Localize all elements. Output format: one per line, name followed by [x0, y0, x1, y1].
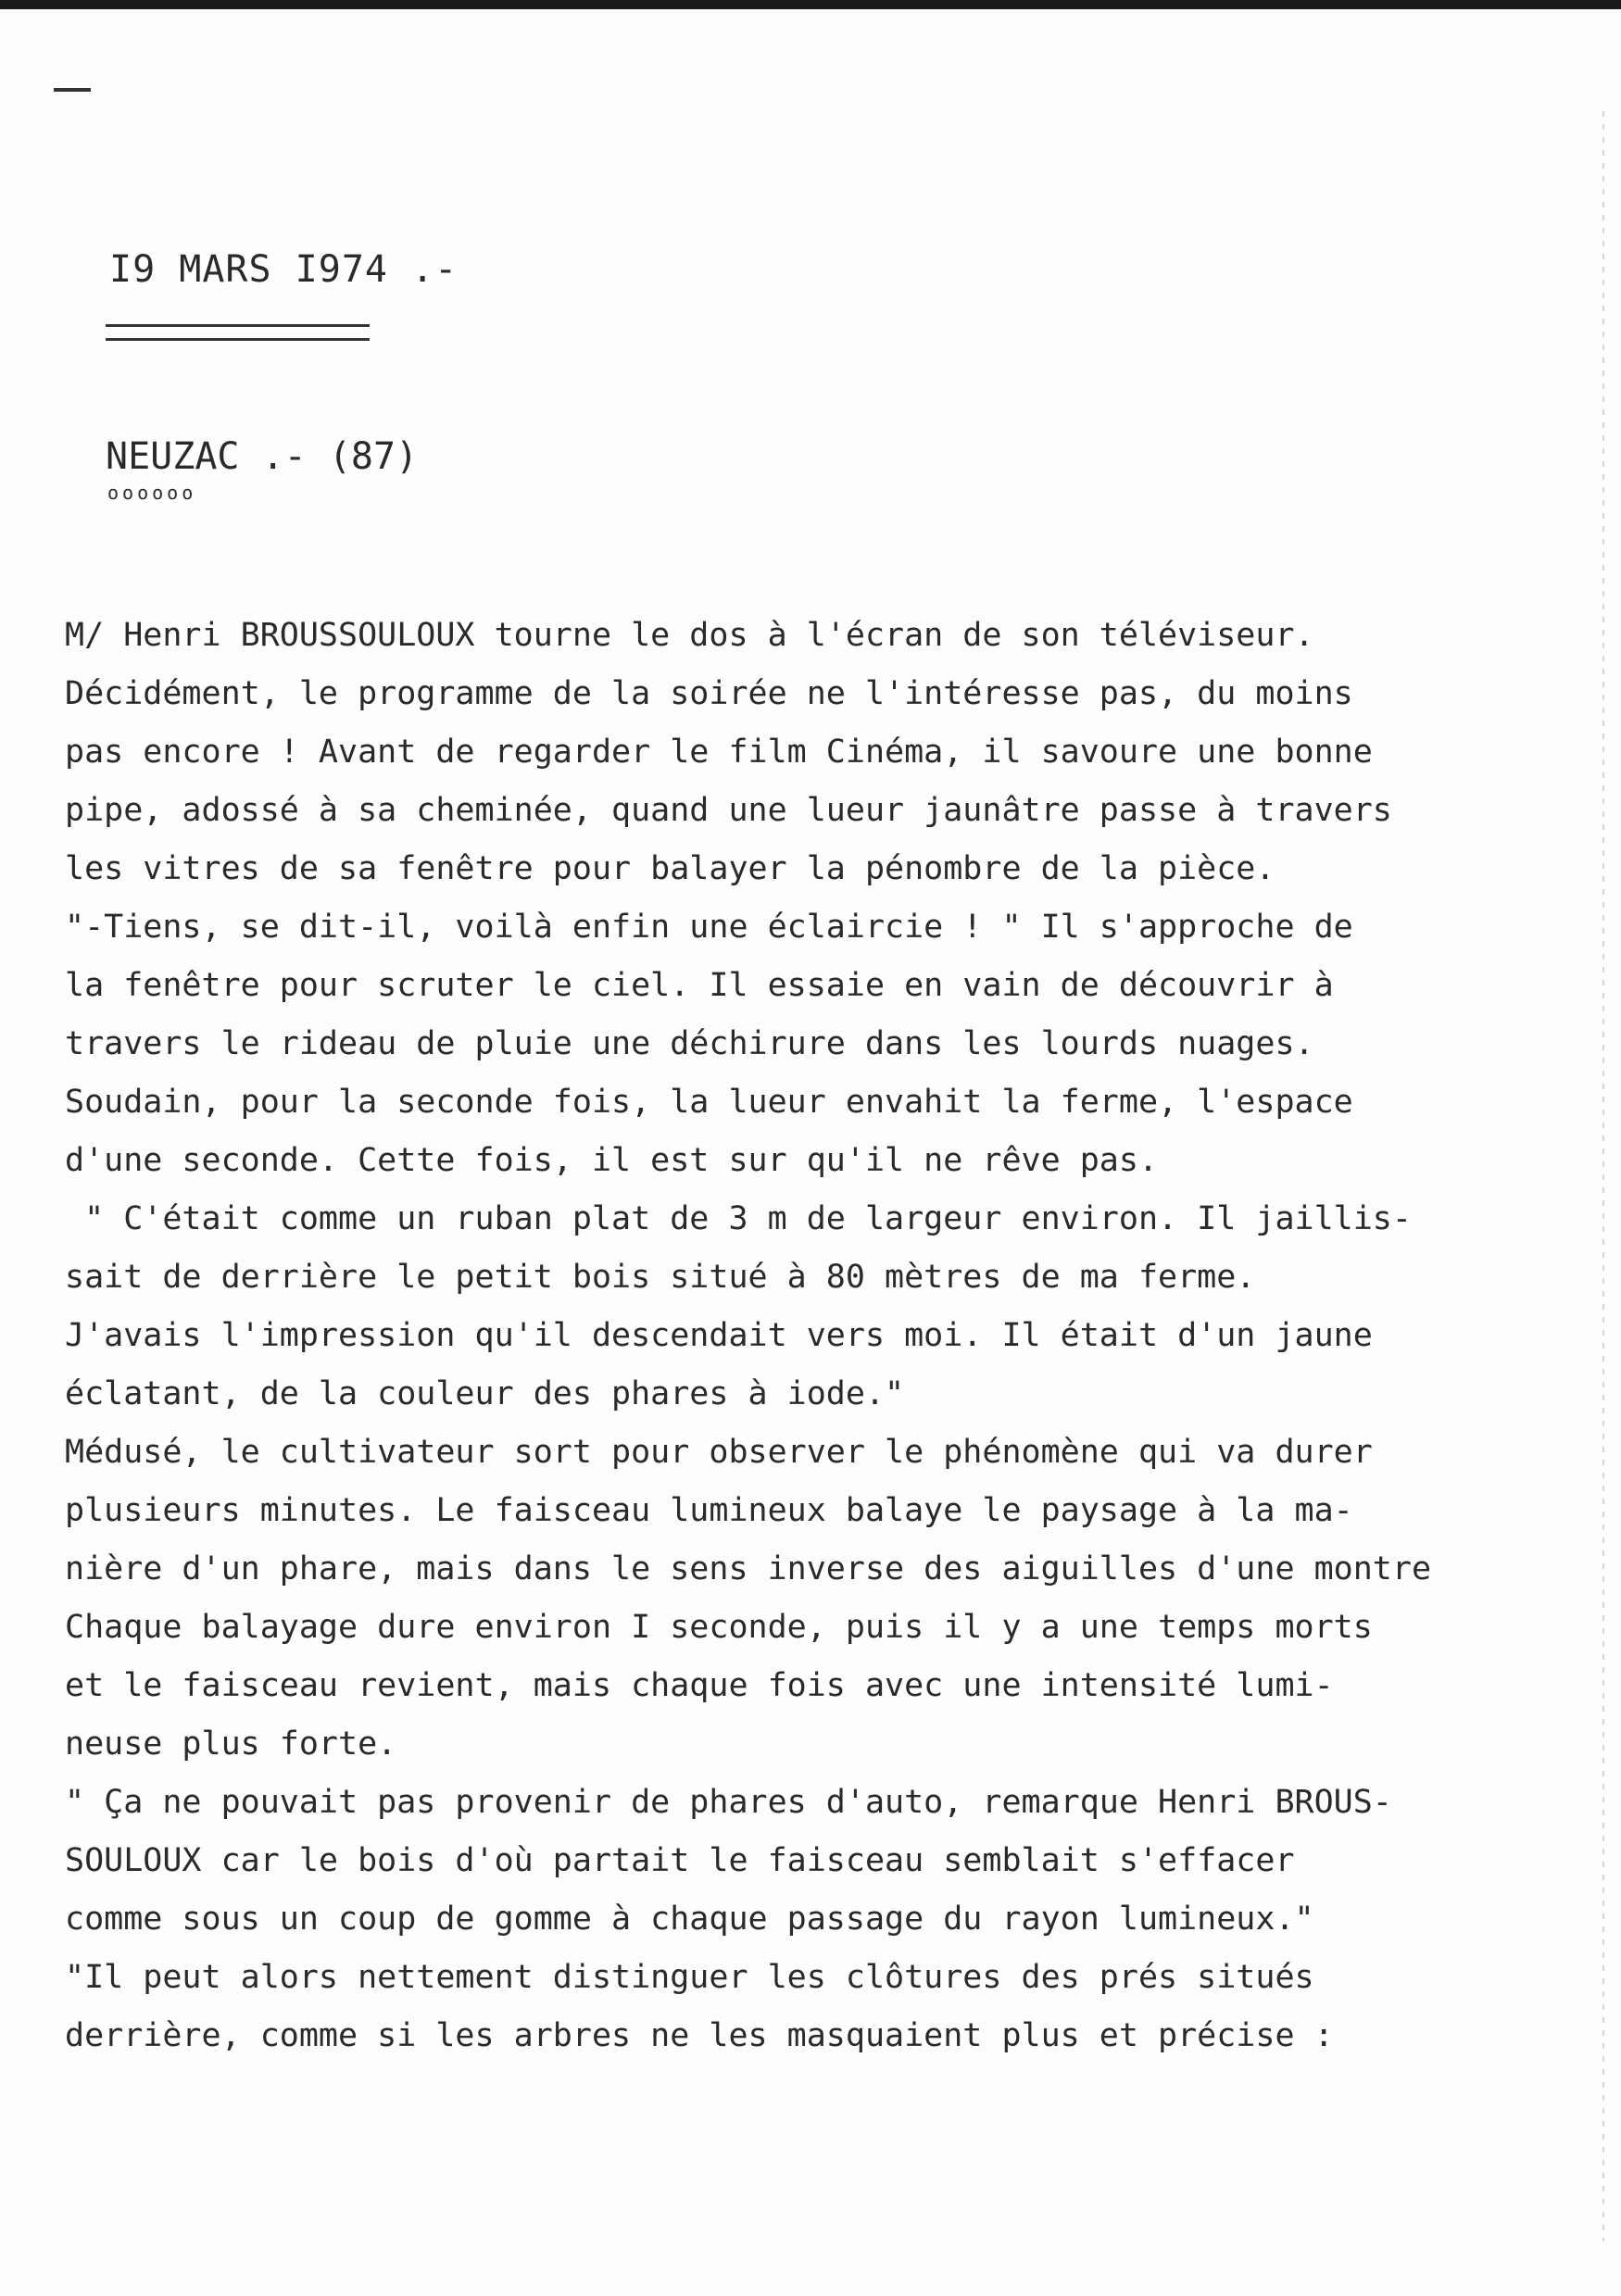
text-line: pas encore ! Avant de regarder le film Cinéma, il savoure une bonne	[65, 734, 1373, 771]
text-line: " C'était comme un ruban plat de 3 m de largeur environ. Il jaillis-	[65, 1200, 1412, 1237]
text-line: pipe, adossé à sa cheminée, quand une lueur jaunâtre passe à travers	[65, 792, 1392, 829]
text-line: "Il peut alors nettement distinguer les clôtures des prés situés	[65, 1959, 1314, 1996]
text-line: la fenêtre pour scruter le ciel. Il essaie en vain de découvrir à	[65, 967, 1334, 1004]
text-line: comme sous un coup de gomme à chaque passage du rayon lumineux."	[65, 1901, 1314, 1938]
text-line: SOULOUX car le bois d'où partait le faisceau semblait s'effacer	[65, 1842, 1295, 1879]
document-place: NEUZAC .- (87)	[106, 435, 419, 478]
text-line: derrière, comme si les arbres ne les masquaient plus et précise :	[65, 2017, 1334, 2054]
text-line: sait de derrière le petit bois situé à 80 mètres de ma ferme.	[65, 1259, 1256, 1296]
text-line: "-Tiens, se dit-il, voilà enfin une éclaircie ! " Il s'approche de	[65, 909, 1353, 946]
page-top-edge	[0, 0, 1621, 9]
text-line: M/ Henri BROUSSOULOUX tourne le dos à l'écran de son téléviseur.	[65, 617, 1314, 654]
text-line: J'avais l'impression qu'il descendait vers moi. Il était d'un jaune	[65, 1317, 1373, 1354]
text-line: Médusé, le cultivateur sort pour observer le phénomène qui va durer	[65, 1434, 1373, 1471]
place-underline: oooooo	[107, 482, 197, 504]
text-line: éclatant, de la couleur des phares à iode."	[65, 1375, 905, 1412]
margin-dash	[54, 88, 91, 92]
text-line: neuse plus forte.	[65, 1725, 397, 1763]
text-line: les vitres de sa fenêtre pour balayer la pénombre de la pièce.	[65, 850, 1275, 887]
right-margin-line	[1602, 111, 1604, 2241]
date-underline	[106, 324, 370, 341]
text-line: et le faisceau revient, mais chaque fois avec une intensité lumi-	[65, 1667, 1334, 1704]
text-line: plusieurs minutes. Le faisceau lumineux balaye le paysage à la ma-	[65, 1492, 1353, 1529]
text-line: nière d'un phare, mais dans le sens inverse des aiguilles d'une montre	[65, 1550, 1432, 1587]
document-date: I9 MARS I974 .-	[109, 248, 459, 291]
body-text	[65, 607, 1584, 2065]
text-line: Chaque balayage dure environ I seconde, puis il y a une temps morts	[65, 1609, 1373, 1646]
text-line: Soudain, pour la seconde fois, la lueur envahit la ferme, l'espace	[65, 1084, 1353, 1121]
text-line: d'une seconde. Cette fois, il est sur qu'il ne rêve pas.	[65, 1142, 1159, 1179]
text-line: Décidément, le programme de la soirée ne l'intéresse pas, du moins	[65, 675, 1353, 712]
text-line: travers le rideau de pluie une déchirure dans les lourds nuages.	[65, 1025, 1314, 1062]
text-line: " Ça ne pouvait pas provenir de phares d'auto, remarque Henri BROUS-	[65, 1784, 1392, 1821]
